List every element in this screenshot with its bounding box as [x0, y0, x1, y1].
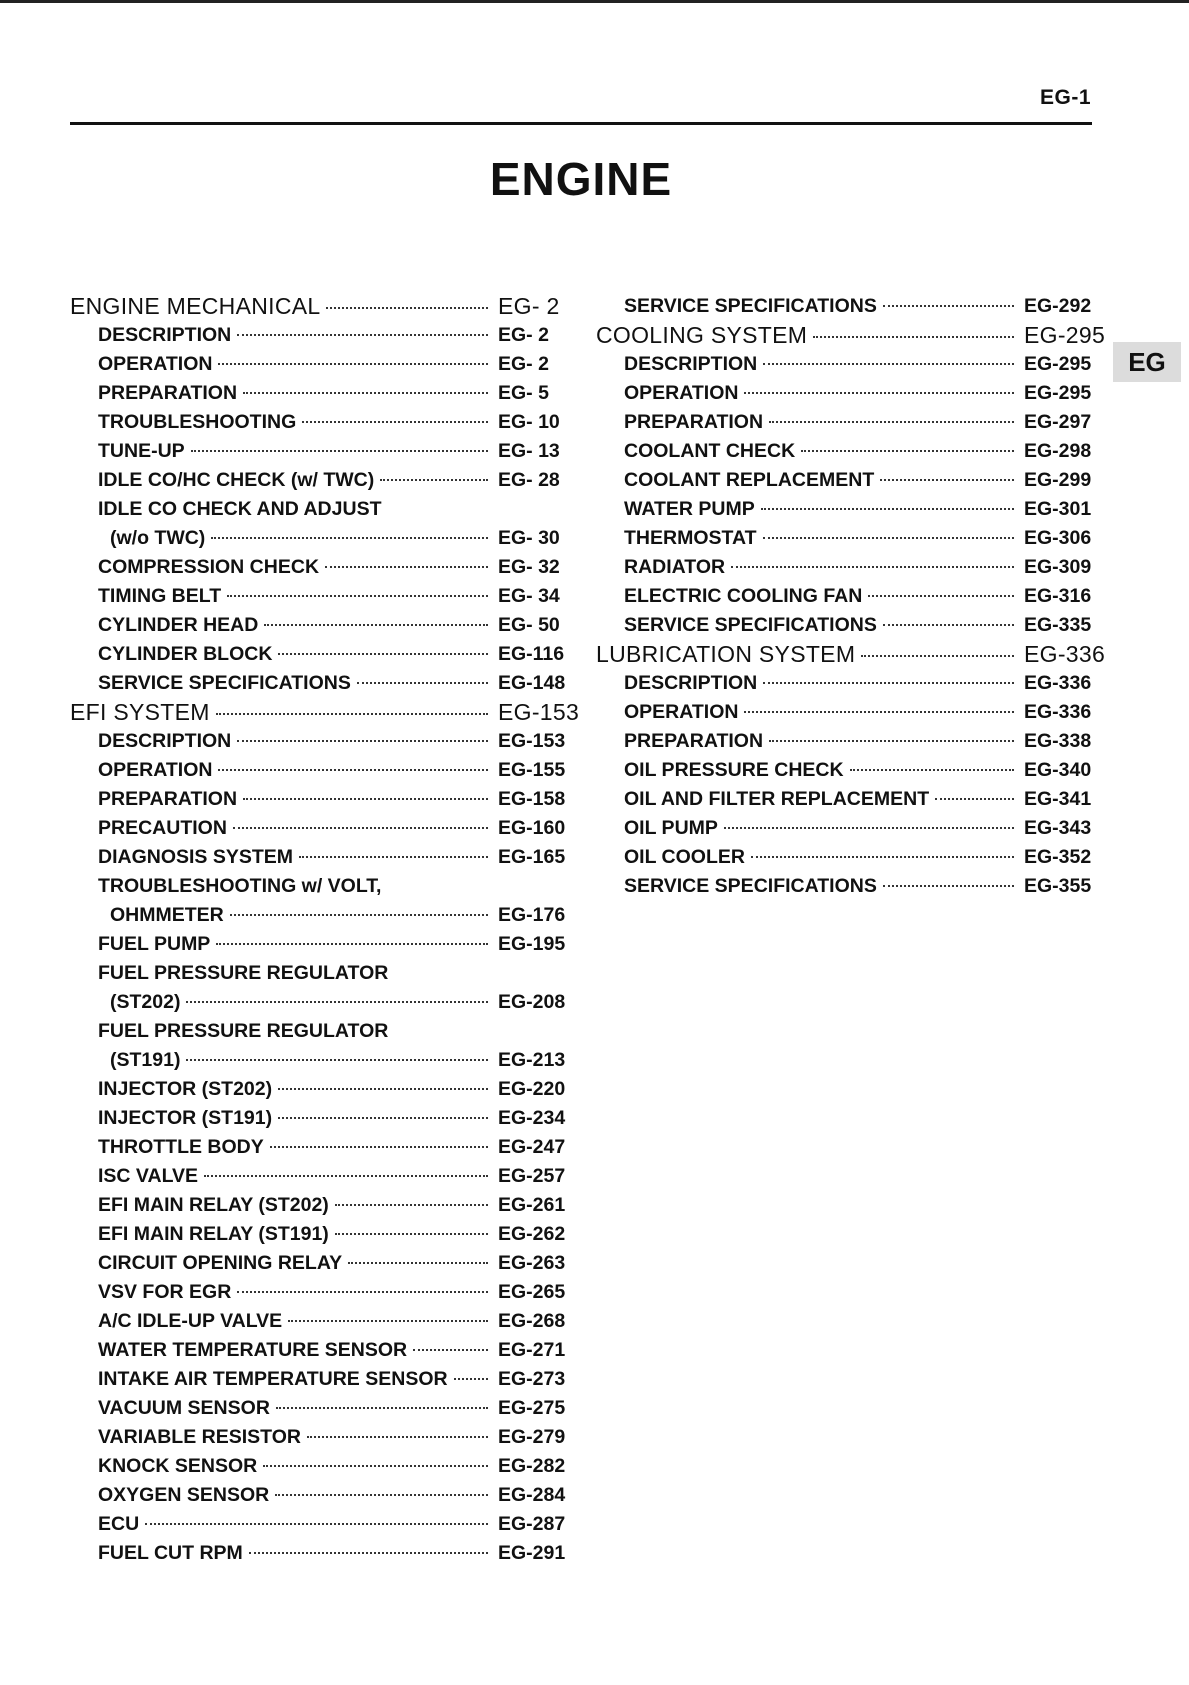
dot-leader — [850, 769, 1014, 771]
dot-leader — [264, 624, 488, 626]
toc-entry-title: TUNE-UP — [98, 440, 185, 462]
toc-entry[interactable] — [596, 814, 1094, 843]
toc-entry[interactable] — [596, 843, 1094, 872]
dot-leader — [935, 798, 1014, 800]
toc-entry-page: EG-336 — [1024, 641, 1106, 667]
dot-leader — [191, 450, 488, 452]
toc-entry[interactable] — [70, 524, 568, 553]
toc-entry[interactable] — [70, 1539, 568, 1568]
toc-entry-page: EG-208 — [498, 991, 566, 1013]
toc-entry[interactable] — [596, 785, 1094, 814]
toc-entry-page: EG-282 — [498, 1455, 566, 1477]
dot-leader — [218, 769, 488, 771]
dot-leader — [288, 1320, 488, 1322]
toc-entry-title: ISC VALVE — [98, 1165, 199, 1187]
dot-leader — [276, 1407, 488, 1409]
toc-entry-page: EG-158 — [498, 788, 566, 810]
toc-entry-page: EG-343 — [1024, 817, 1092, 839]
dot-leader — [413, 1349, 488, 1351]
toc-entry[interactable] — [596, 379, 1094, 408]
dot-leader — [335, 1233, 488, 1235]
toc-entry-title: KNOCK SENSOR — [98, 1455, 258, 1477]
dot-leader — [216, 943, 488, 945]
dot-leader — [744, 392, 1014, 394]
toc-entry-page: EG-340 — [1024, 759, 1092, 781]
header-rule — [70, 122, 1092, 125]
toc-entry-page: EG-335 — [1024, 614, 1092, 636]
dot-leader — [237, 334, 488, 336]
toc-entry-page: EG-287 — [498, 1513, 566, 1535]
toc-entry[interactable] — [70, 1307, 568, 1336]
toc-entry-title: OIL COOLER — [624, 846, 745, 868]
toc-entry-page: EG- 10 — [498, 411, 560, 433]
toc-entry[interactable] — [70, 727, 568, 756]
toc-entry[interactable] — [70, 640, 568, 669]
toc-entry[interactable] — [596, 524, 1094, 553]
toc-entry-title: DIAGNOSIS SYSTEM — [98, 846, 294, 868]
toc-entry-title: FUEL CUT RPM — [98, 1542, 243, 1564]
dot-leader — [861, 655, 1014, 657]
dot-leader — [357, 682, 488, 684]
toc-entry-title: VSV FOR EGR — [98, 1281, 232, 1303]
page-number: EG-1 — [1039, 86, 1091, 109]
toc-entry-title: PREPARATION — [624, 411, 764, 433]
toc-entry[interactable] — [70, 350, 568, 379]
toc-entry-page: EG-247 — [498, 1136, 566, 1158]
toc-entry[interactable] — [70, 785, 568, 814]
toc-entry-page: EG- 2 — [498, 353, 549, 375]
toc-entry-page: EG-284 — [498, 1484, 566, 1506]
toc-entry-page: EG-271 — [498, 1339, 566, 1361]
toc-entry-title: DESCRIPTION — [98, 730, 232, 752]
toc-entry-page: EG-301 — [1024, 498, 1092, 520]
toc-entry-page: EG-160 — [498, 817, 566, 839]
dot-leader — [186, 1059, 488, 1061]
toc-entry[interactable] — [596, 727, 1094, 756]
toc-entry[interactable] — [70, 1220, 568, 1249]
toc-entry[interactable] — [70, 930, 568, 959]
toc-entry-title: OHMMETER — [110, 904, 224, 926]
toc-entry-title: EFI MAIN RELAY (ST191) — [98, 1223, 329, 1245]
toc-entry-title: THERMOSTAT — [624, 527, 757, 549]
toc-entry-title: EFI MAIN RELAY (ST202) — [98, 1194, 329, 1216]
dot-leader — [145, 1523, 488, 1525]
toc-entry[interactable] — [70, 466, 568, 495]
dot-leader — [883, 305, 1014, 307]
toc-entry-title: CYLINDER HEAD — [98, 614, 259, 636]
toc-entry-page: EG-268 — [498, 1310, 566, 1332]
toc-entry-page: EG-220 — [498, 1078, 566, 1100]
toc-entry-page: EG- 28 — [498, 469, 560, 491]
toc-entry-title: CYLINDER BLOCK — [98, 643, 273, 665]
dot-leader — [731, 566, 1014, 568]
page-title: ENGINE — [489, 153, 673, 205]
toc-entry-page: EG-297 — [1024, 411, 1092, 433]
toc-entry-title: INTAKE AIR TEMPERATURE SENSOR — [98, 1368, 448, 1390]
toc-entry-title: OIL AND FILTER REPLACEMENT — [624, 788, 930, 810]
toc-entry[interactable] — [596, 553, 1094, 582]
toc-entry[interactable] — [70, 553, 568, 582]
toc-entry[interactable] — [70, 1510, 568, 1539]
toc-entry[interactable] — [596, 669, 1094, 698]
toc-entry-title: COMPRESSION CHECK — [98, 556, 320, 578]
toc-entry-title: OIL PRESSURE CHECK — [624, 759, 844, 781]
toc-entry[interactable] — [596, 756, 1094, 785]
dot-leader — [751, 856, 1014, 858]
toc-entry[interactable] — [596, 611, 1094, 640]
toc-entry-page: EG-295 — [1024, 382, 1092, 404]
toc-entry-title: OIL PUMP — [624, 817, 718, 839]
toc-entry-title: TROUBLESHOOTING w/ VOLT, — [98, 875, 382, 897]
toc-entry-page: EG-336 — [1024, 701, 1092, 723]
toc-entry-title: OPERATION — [624, 382, 739, 404]
toc-entry[interactable] — [70, 1481, 568, 1510]
toc-entry-title: COOLANT REPLACEMENT — [624, 469, 875, 491]
toc-entry-title: WATER TEMPERATURE SENSOR — [98, 1339, 408, 1361]
dot-leader — [769, 740, 1014, 742]
toc-entry-page: EG- 13 — [498, 440, 560, 462]
toc-entry-page: EG-295 — [1024, 353, 1092, 375]
dot-leader — [880, 479, 1014, 481]
toc-entry-page: EG-153 — [498, 730, 566, 752]
dot-leader — [744, 711, 1014, 713]
toc-entry-title: SERVICE SPECIFICATIONS — [624, 614, 877, 636]
dot-leader — [227, 595, 488, 597]
toc-entry[interactable] — [70, 582, 568, 611]
toc-entry-title: ENGINE MECHANICAL — [70, 293, 321, 319]
top-edge-line — [0, 0, 1189, 3]
toc-entry-title: ELECTRIC COOLING FAN — [624, 585, 863, 607]
dot-leader — [278, 1088, 488, 1090]
toc-entry-page: EG-213 — [498, 1049, 566, 1071]
dot-leader — [216, 713, 488, 715]
toc-entry-title: RADIATOR — [624, 556, 726, 578]
toc-entry[interactable] — [70, 814, 568, 843]
toc-entry-page: EG-291 — [498, 1542, 566, 1564]
toc-entry-title: COOLANT CHECK — [624, 440, 796, 462]
toc-entry[interactable] — [70, 1249, 568, 1278]
toc-entry-title: CIRCUIT OPENING RELAY — [98, 1252, 343, 1274]
toc-left-column — [70, 292, 580, 1568]
dot-leader — [230, 914, 488, 916]
toc-entry-page: EG-295 — [1024, 322, 1106, 348]
toc-entry-title: (ST202) — [110, 991, 181, 1013]
toc-entry-page: EG-299 — [1024, 469, 1092, 491]
toc-entry-page: EG-338 — [1024, 730, 1092, 752]
toc-entry-page: EG-257 — [498, 1165, 566, 1187]
toc-entry[interactable] — [70, 408, 568, 437]
toc-entry[interactable] — [596, 640, 1106, 669]
dot-leader — [302, 421, 488, 423]
toc-entry-title: ECU — [98, 1513, 140, 1535]
dot-leader — [278, 653, 488, 655]
toc-entry-title: FUEL PRESSURE REGULATOR — [98, 962, 389, 984]
toc-entry[interactable] — [596, 321, 1106, 350]
toc-entry[interactable] — [596, 350, 1094, 379]
toc-entry[interactable] — [70, 901, 568, 930]
toc-entry-page: EG-148 — [498, 672, 566, 694]
toc-entry[interactable] — [70, 1133, 568, 1162]
dot-leader — [270, 1146, 488, 1148]
dot-leader — [278, 1117, 488, 1119]
toc-entry-page: EG-279 — [498, 1426, 566, 1448]
toc-entry-title: TROUBLESHOOTING — [98, 411, 297, 433]
dot-leader — [868, 595, 1014, 597]
toc-entry-page: EG-309 — [1024, 556, 1092, 578]
toc-entry[interactable] — [70, 988, 568, 1017]
dot-leader — [763, 363, 1014, 365]
toc-entry-title: OPERATION — [624, 701, 739, 723]
toc-entry-title: THROTTLE BODY — [98, 1136, 264, 1158]
toc-entry[interactable] — [596, 292, 1094, 321]
toc-entry-title: PREPARATION — [624, 730, 764, 752]
dot-leader — [243, 798, 488, 800]
toc-entry-page: EG-316 — [1024, 585, 1092, 607]
toc-entry[interactable] — [70, 756, 568, 785]
toc-entry[interactable] — [596, 872, 1094, 901]
toc-entry-title: SERVICE SPECIFICATIONS — [98, 672, 351, 694]
toc-entry-page: EG-298 — [1024, 440, 1092, 462]
dot-leader — [237, 1291, 488, 1293]
toc-entry-page: EG- 2 — [498, 324, 549, 346]
toc-entry[interactable] — [596, 698, 1094, 727]
dot-leader — [724, 827, 1014, 829]
toc-entry-title: DESCRIPTION — [624, 672, 758, 694]
toc-entry-title: VARIABLE RESISTOR — [98, 1426, 301, 1448]
section-tab[interactable]: EG — [1113, 342, 1181, 382]
toc-entry-page: EG-165 — [498, 846, 566, 868]
toc-entry-page: EG- 50 — [498, 614, 560, 636]
dot-leader — [326, 307, 488, 309]
toc-entry-title: OPERATION — [98, 353, 213, 375]
dot-leader — [263, 1465, 488, 1467]
toc-entry-page: EG- 30 — [498, 527, 560, 549]
toc-entry-title: IDLE CO/HC CHECK (w/ TWC) — [98, 469, 375, 491]
toc-entry[interactable] — [70, 872, 568, 901]
toc-entry[interactable] — [70, 292, 568, 321]
toc-entry-page: EG-275 — [498, 1397, 566, 1419]
dot-leader — [883, 885, 1014, 887]
toc-entry-page: EG-116 — [498, 643, 565, 665]
toc-entry[interactable] — [70, 1162, 568, 1191]
toc-entry[interactable] — [70, 1046, 568, 1075]
toc-entry-title: EFI SYSTEM — [70, 699, 210, 725]
toc-entry-page: EG- 2 — [498, 293, 560, 319]
toc-entry-title: PRECAUTION — [98, 817, 227, 839]
toc-entry-title: PREPARATION — [98, 788, 238, 810]
toc-entry-title: COOLING SYSTEM — [596, 322, 808, 348]
toc-entry[interactable] — [596, 408, 1094, 437]
toc-entry-page: EG-262 — [498, 1223, 566, 1245]
toc-entry-title: OXYGEN SENSOR — [98, 1484, 270, 1506]
dot-leader — [243, 392, 488, 394]
toc-entry[interactable] — [70, 1336, 568, 1365]
toc-entry[interactable] — [596, 466, 1094, 495]
toc-entry-page: EG-273 — [498, 1368, 566, 1390]
toc-entry-page: EG-336 — [1024, 672, 1092, 694]
toc-entry-title: SERVICE SPECIFICATIONS — [624, 295, 877, 317]
dot-leader — [335, 1204, 488, 1206]
toc-entry-page: EG-265 — [498, 1281, 566, 1303]
toc-entry[interactable] — [70, 611, 568, 640]
toc-entry[interactable] — [70, 698, 580, 727]
dot-leader — [769, 421, 1014, 423]
dot-leader — [380, 479, 488, 481]
toc-entry-page: EG-234 — [498, 1107, 566, 1129]
toc-entry[interactable] — [70, 1365, 568, 1394]
toc-right-column — [596, 292, 1106, 901]
toc-entry-title: OPERATION — [98, 759, 213, 781]
toc-entry-title: PREPARATION — [98, 382, 238, 404]
dot-leader — [801, 450, 1014, 452]
toc-entry-page: EG- 5 — [498, 382, 549, 404]
toc-entry-title: INJECTOR (ST202) — [98, 1078, 273, 1100]
toc-entry[interactable] — [70, 321, 568, 350]
toc-entry-page: EG- 32 — [498, 556, 560, 578]
dot-leader — [325, 566, 488, 568]
dot-leader — [883, 624, 1014, 626]
dot-leader — [763, 682, 1014, 684]
toc-entry-page: EG-261 — [498, 1194, 566, 1216]
toc-entry[interactable] — [70, 1423, 568, 1452]
toc-entry-page: EG-292 — [1024, 295, 1092, 317]
toc-entry[interactable] — [70, 1452, 568, 1481]
toc-entry[interactable] — [70, 1191, 568, 1220]
dot-leader — [763, 537, 1014, 539]
toc-entry-title: DESCRIPTION — [98, 324, 232, 346]
toc-entry-page: EG-195 — [498, 933, 566, 955]
toc-entry[interactable] — [70, 1394, 568, 1423]
toc-entry[interactable] — [596, 495, 1094, 524]
dot-leader — [237, 740, 488, 742]
toc-entry[interactable] — [70, 1104, 568, 1133]
toc-entry[interactable] — [70, 959, 568, 988]
dot-leader — [307, 1436, 488, 1438]
toc-entry[interactable] — [70, 1017, 568, 1046]
toc-entry-page: EG-176 — [498, 904, 566, 926]
dot-leader — [249, 1552, 488, 1554]
toc-entry-page: EG-263 — [498, 1252, 566, 1274]
toc-entry-title: (w/o TWC) — [110, 527, 206, 549]
dot-leader — [348, 1262, 488, 1264]
toc-entry-page: EG-355 — [1024, 875, 1092, 897]
toc-entry[interactable] — [70, 437, 568, 466]
dot-leader — [211, 537, 488, 539]
toc-entry[interactable] — [70, 669, 568, 698]
toc-entry-title: WATER PUMP — [624, 498, 755, 520]
dot-leader — [204, 1175, 488, 1177]
dot-leader — [813, 336, 1014, 338]
dot-leader — [218, 363, 488, 365]
toc-entry-page: EG- 34 — [498, 585, 560, 607]
toc-entry-title: DESCRIPTION — [624, 353, 758, 375]
toc-entry[interactable] — [596, 437, 1094, 466]
dot-leader — [299, 856, 488, 858]
toc-entry-page: EG-155 — [498, 759, 566, 781]
toc-entry-title: A/C IDLE-UP VALVE — [98, 1310, 283, 1332]
dot-leader — [186, 1001, 488, 1003]
dot-leader — [761, 508, 1014, 510]
toc-entry-page: EG-341 — [1024, 788, 1092, 810]
toc-entry-title: FUEL PRESSURE REGULATOR — [98, 1020, 389, 1042]
toc-entry[interactable] — [70, 495, 568, 524]
dot-leader — [275, 1494, 488, 1496]
toc-entry-page: EG-153 — [498, 699, 580, 725]
dot-leader — [233, 827, 488, 829]
toc-entry-title: IDLE CO CHECK AND ADJUST — [98, 498, 382, 520]
toc-entry-title: TIMING BELT — [98, 585, 222, 607]
toc-entry-page: EG-306 — [1024, 527, 1092, 549]
toc-entry-title: INJECTOR (ST191) — [98, 1107, 273, 1129]
toc-entry[interactable] — [70, 843, 568, 872]
toc-entry-title: VACUUM SENSOR — [98, 1397, 270, 1419]
toc-entry-title: SERVICE SPECIFICATIONS — [624, 875, 877, 897]
dot-leader — [454, 1378, 488, 1380]
toc-entry[interactable] — [70, 379, 568, 408]
toc-entry[interactable] — [70, 1278, 568, 1307]
toc-entry-title: (ST191) — [110, 1049, 181, 1071]
toc-entry-title: FUEL PUMP — [98, 933, 211, 955]
toc-entry-title: LUBRICATION SYSTEM — [596, 641, 856, 667]
toc-entry-page: EG-352 — [1024, 846, 1092, 868]
toc-entry[interactable] — [596, 582, 1094, 611]
toc-entry[interactable] — [70, 1075, 568, 1104]
